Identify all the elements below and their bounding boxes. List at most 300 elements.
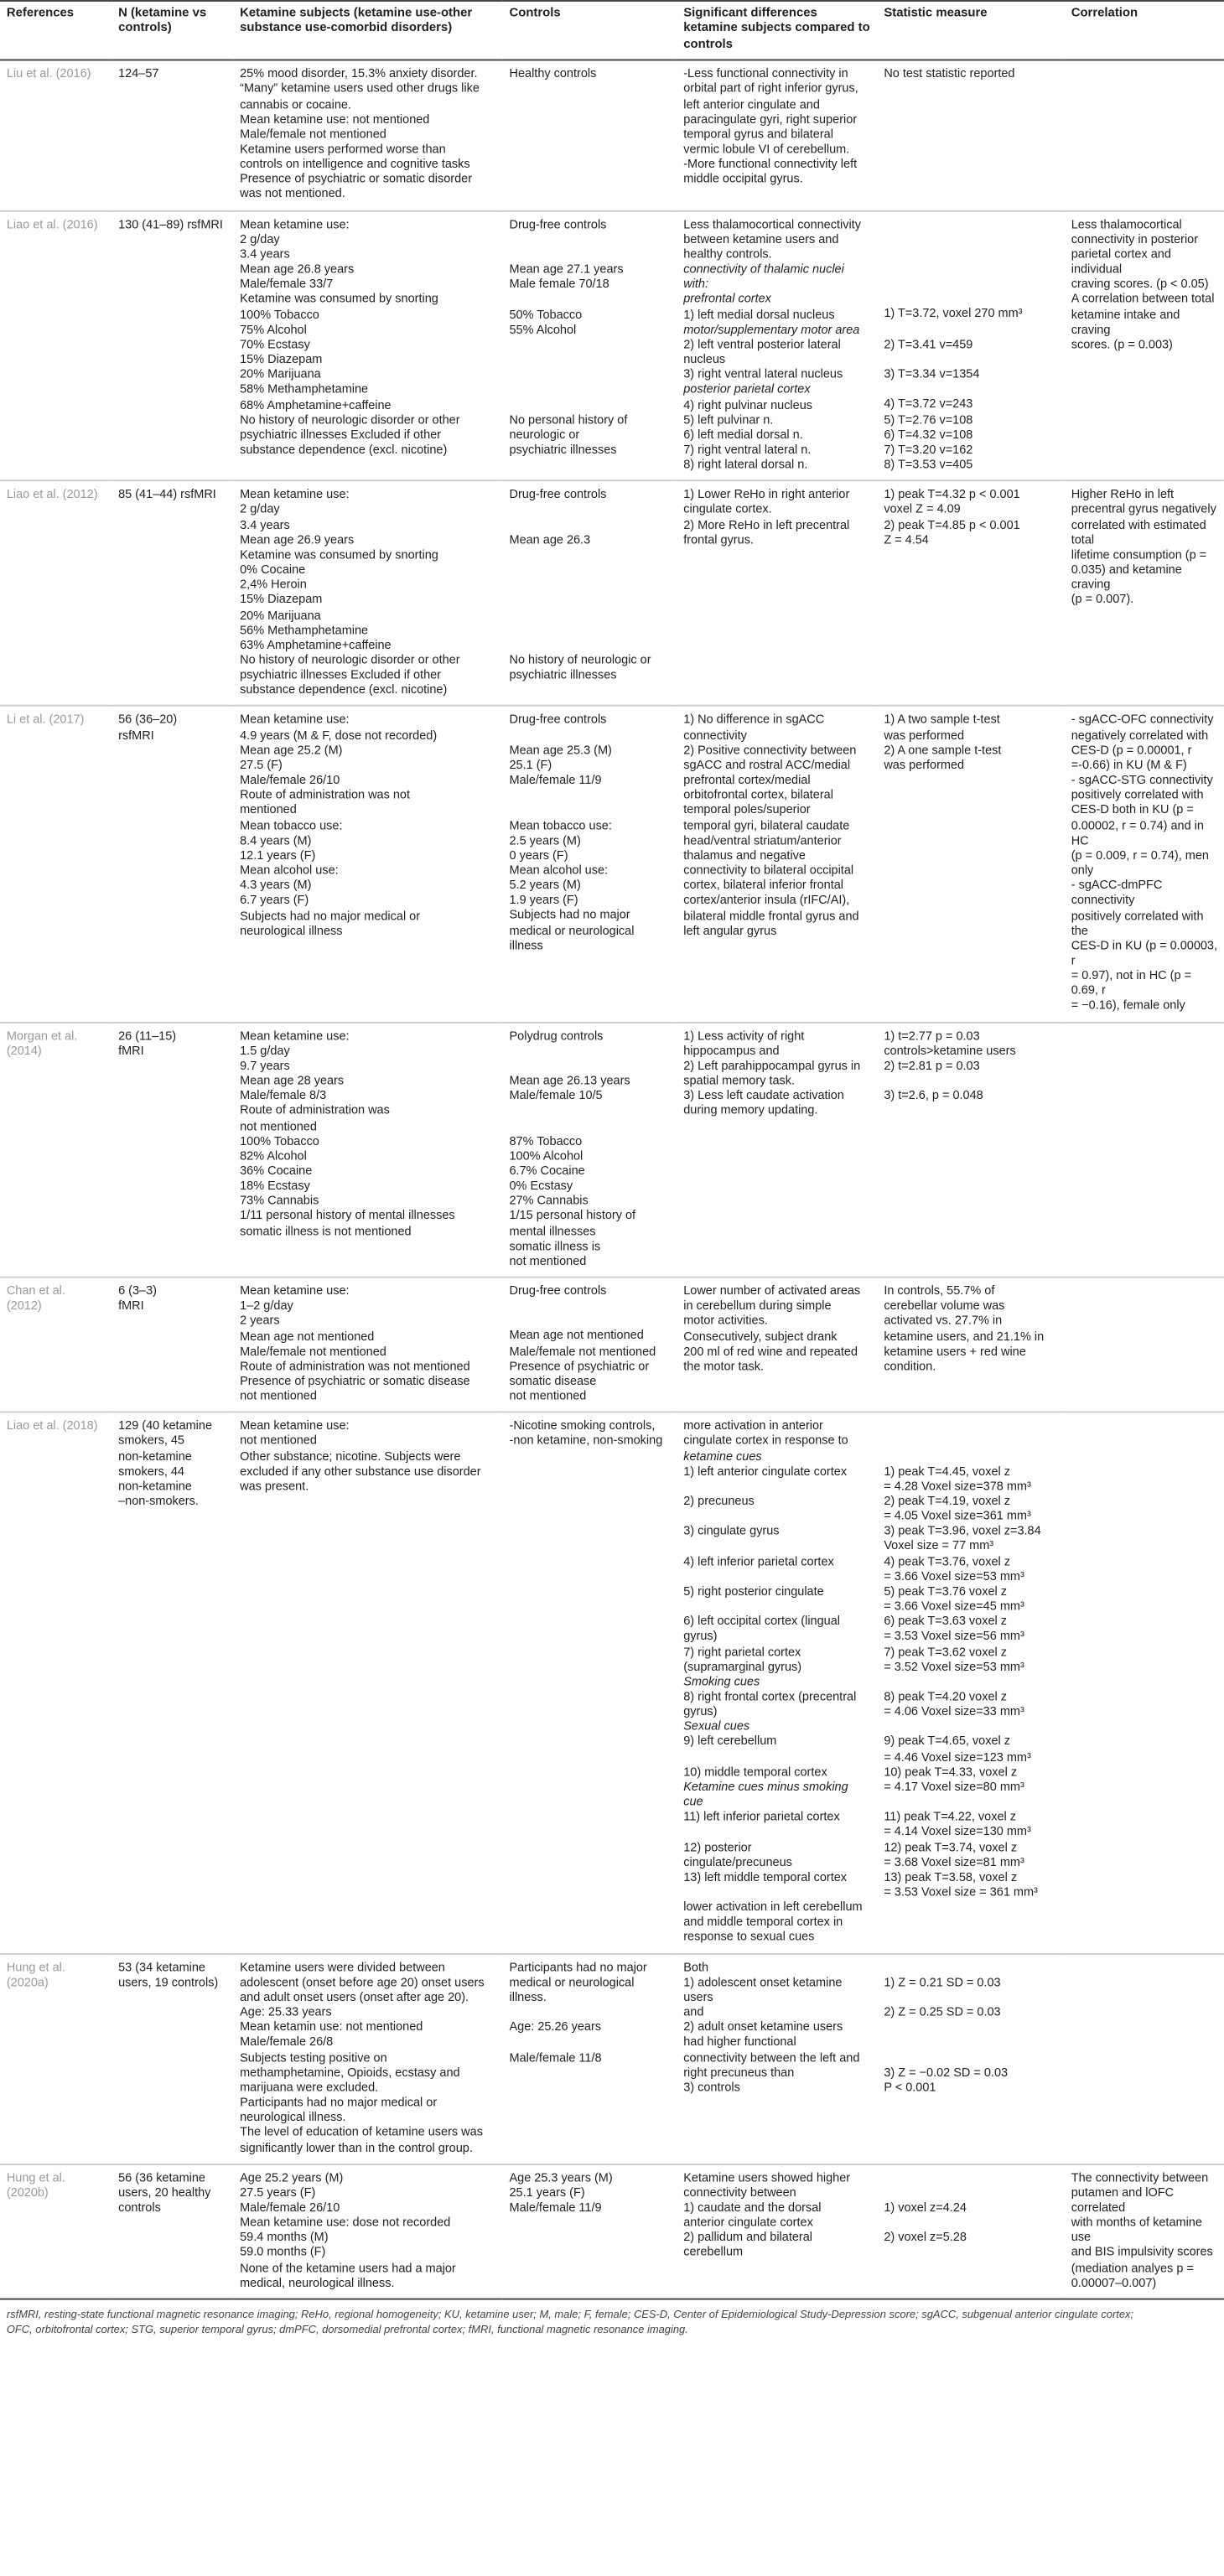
table-body: [0, 60, 1224, 2299]
cell-line: 59.0 months (F): [240, 2244, 326, 2260]
cell-line: 1) peak T=4.32 p < 0.001: [884, 486, 1020, 502]
cell-line: 53 (34 ketamine: [118, 1959, 205, 1974]
cell-line: Male/female 10/5: [509, 1087, 603, 1103]
cell-line: [884, 277, 1058, 292]
cell-line: 6 (3–3): [118, 1283, 157, 1298]
ketamine-subjects-cell: [233, 210, 502, 481]
cell-line: fMRI: [118, 1042, 144, 1058]
cell-line: gyrus): [683, 1628, 718, 1644]
cell-line: connectivity of thalamic nuclei: [683, 261, 844, 277]
cell-line: [510, 787, 671, 802]
table-row: [0, 1022, 1224, 1278]
cell-line: 8) right lateral dorsal n.: [683, 457, 808, 472]
cell-line: - sgACC-OFC connectivity: [1071, 712, 1214, 728]
reference-cell: [0, 2164, 112, 2299]
cell-line: 2.5 years (M): [509, 832, 581, 847]
col-header-significant-differences: Significant differences ketamine subjects compared to controls: [677, 1, 877, 60]
cell-line: 56 (36–20): [118, 712, 178, 728]
cell-line: 4) T=3.72 v=243: [884, 396, 973, 412]
cell-line: Hung et al.: [6, 2169, 65, 2185]
statistic-measure-cell: [877, 1953, 1064, 2164]
cell-line: 70% Ecstasy: [240, 336, 310, 352]
cell-line: 15% Diazepam: [240, 351, 323, 367]
cell-line: Male/female not mentioned: [240, 126, 386, 142]
cell-line: Consecutively, subject drank: [683, 1328, 838, 1344]
cell-line: head/ventral striatum/anterior: [683, 832, 842, 847]
correlation-cell: [1065, 60, 1224, 210]
cell-line: Liao et al. (2012): [6, 486, 98, 502]
cell-line: Mean ketamin use: not mentioned: [240, 2019, 423, 2034]
cell-line: not mentioned: [509, 1388, 587, 1403]
cell-line: not mentioned: [240, 1117, 317, 1133]
cell-line: = 3.66 Voxel size=53 mm³: [884, 1568, 1024, 1583]
cell-line: substance dependence (excl. nicotine): [240, 442, 448, 457]
cell-line: [510, 366, 671, 381]
cell-line: 82% Alcohol: [240, 1148, 307, 1164]
cell-line: bilateral middle frontal gyrus and: [683, 907, 859, 923]
cell-line: Mean alcohol use:: [240, 862, 339, 878]
cell-line: 25.1 years (F): [509, 2185, 585, 2200]
correlation-cell: [1065, 481, 1224, 707]
ketamine-subjects-cell: [233, 1022, 502, 1278]
cell-line: was performed: [884, 757, 965, 772]
cell-line: healthy controls.: [683, 246, 772, 262]
cell-line: = 4.17 Voxel size=80 mm³: [884, 1779, 1024, 1794]
reference-cell: [0, 1412, 112, 1953]
cell-line: nucleus: [683, 351, 726, 367]
cell-line: 27% Cannabis: [509, 1193, 589, 1208]
cell-line: somatic illness is: [509, 1238, 601, 1253]
cell-line: psychiatric illnesses Excluded if other: [240, 427, 442, 442]
cell-line: Less thalamocortical connectivity: [683, 215, 861, 231]
cell-line: (2014): [6, 1042, 42, 1058]
cell-line: 100% Tobacco: [240, 306, 319, 322]
cell-line: prefrontal cortex/medial: [683, 772, 811, 787]
cell-line: medical or neurological illness.: [509, 1974, 635, 2004]
cell-line: controls>ketamine users: [884, 1042, 1016, 1058]
header-row: [0, 1, 1224, 60]
cell-line: Drug-free controls: [509, 215, 607, 231]
cell-line: excluded if any other substance use disorder: [240, 1463, 481, 1479]
cell-line: [510, 1103, 671, 1118]
cell-line: [510, 2004, 671, 2019]
cell-line: 18% Ecstasy: [240, 1178, 310, 1194]
reference-cell: [0, 1022, 112, 1278]
cell-line: 3.4 years: [240, 516, 290, 532]
cell-line: cerebellar volume was: [884, 1298, 1005, 1314]
cell-line: In controls, 55.7% of: [884, 1283, 995, 1298]
cell-line: connectivity between the left and: [683, 2049, 860, 2065]
cell-line: = 4.05 Voxel size=361 mm³: [884, 1508, 1031, 1523]
cell-line: 6) left occipital cortex (lingual: [683, 1613, 841, 1629]
correlation-cell: [1065, 1022, 1224, 1278]
cell-line: anterior cingulate cortex: [683, 2214, 813, 2230]
cell-line: 56% Methamphetamine: [240, 622, 369, 637]
cell-line: connectivity: [683, 727, 747, 743]
col-header-n: N (ketamine vs controls): [112, 1, 233, 60]
cell-line: 1) voxel z=4.24: [884, 2199, 967, 2215]
cell-line: left angular gyrus: [683, 922, 777, 938]
cell-line: [884, 1794, 1058, 1809]
significant-differences-cell: [677, 481, 877, 707]
cell-line: [884, 1959, 1058, 1974]
col-header-statistic-measure: Statistic measure: [877, 1, 1064, 60]
table-row: [0, 707, 1224, 1023]
cell-line: Mean age 28 years: [240, 1072, 345, 1088]
cell-line: smokers, 44: [118, 1463, 185, 1479]
cell-line: non-ketamine: [118, 1448, 192, 1464]
cell-line: Male/female 11/9: [509, 772, 602, 787]
cell-line: [510, 622, 671, 637]
cell-line: Age: 25.33 years: [240, 2004, 332, 2019]
cell-line: Ketamine cues minus smoking: [683, 1779, 848, 1794]
cell-line: 13) peak T=3.58, voxel z: [884, 1869, 1018, 1884]
cell-line: 3) cingulate gyrus: [683, 1523, 780, 1538]
cell-line: methamphetamine, Opioids, ecstasy and: [240, 2064, 460, 2080]
cell-line: cortex/anterior insula (rIFC/AI),: [683, 892, 850, 908]
cell-line: = 0.97), not in HC (p = 0.69, r: [1071, 967, 1192, 998]
statistic-measure-cell: [877, 60, 1064, 210]
controls-cell: [503, 1022, 677, 1278]
cell-line: Mean age 26.8 years: [240, 261, 355, 277]
cell-line: 6) peak T=3.63 voxel z: [884, 1613, 1007, 1629]
ketamine-subjects-cell: [233, 1953, 502, 2164]
cell-line: posterior parietal cortex: [683, 381, 811, 397]
cell-line: 13) left middle temporal cortex: [683, 1869, 848, 1884]
cell-line: 8.4 years (M): [240, 832, 312, 847]
cell-line: only: [1071, 862, 1094, 878]
cell-line: 25.1 (F): [509, 757, 552, 772]
cell-line: 1.9 years (F): [509, 892, 578, 908]
cell-line: [683, 1884, 870, 1900]
cell-line: [683, 1568, 870, 1583]
cell-line: 2) voxel z=5.28: [884, 2229, 967, 2245]
cell-line: [884, 1433, 1058, 1449]
statistic-measure-cell: [877, 481, 1064, 707]
cell-line: [510, 1058, 671, 1073]
cell-line: thalamus and negative: [683, 847, 806, 863]
cell-line: [884, 231, 1058, 246]
cell-line: [510, 562, 671, 577]
cell-line: 10) middle temporal cortex: [683, 1764, 827, 1779]
cell-line: -More functional connectivity left: [683, 156, 858, 172]
cell-line: Male/female not mentioned: [509, 1343, 656, 1358]
sample-size-cell: [112, 210, 233, 481]
cell-line: more activation in anterior: [683, 1418, 823, 1433]
table-row: [0, 60, 1224, 210]
cell-line: Mean ketamine use: not mentioned: [240, 111, 430, 127]
ketamine-subjects-cell: [233, 1278, 502, 1412]
cell-line: 4) left inferior parietal cortex: [683, 1553, 834, 1568]
cell-line: Smoking cues: [683, 1673, 760, 1689]
cell-line: Mean ketamine use:: [240, 215, 350, 231]
cell-line: [884, 1989, 1058, 2004]
col-header-ketamine-subjects: Ketamine subjects (ketamine use-other substance use-comorbid disorders): [233, 1, 502, 60]
cell-line: 8) T=3.53 v=405: [884, 456, 973, 472]
ketamine-subjects-cell: [233, 707, 502, 1023]
cell-line: temporal poles/superior: [683, 802, 811, 817]
cell-line: (2020a): [6, 1974, 49, 1989]
cell-line: Sexual cues: [683, 1718, 750, 1734]
statistic-measure-cell: [877, 1278, 1064, 1412]
cell-line: = 4.06 Voxel size=33 mm³: [884, 1703, 1024, 1719]
sample-size-cell: [112, 2164, 233, 2299]
cell-line: 2) Z = 0.25 SD = 0.03: [884, 2003, 1001, 2019]
controls-cell: [503, 707, 677, 1023]
col-header-references: References: [0, 1, 112, 60]
cell-line: activated vs. 27.7% in: [884, 1313, 1003, 1329]
cell-line: 5) left pulvinar n.: [683, 412, 774, 427]
controls-cell: [503, 481, 677, 707]
cell-line: lifetime consumption (p =: [1071, 547, 1207, 562]
cell-line: ketamine users, and 21.1% in: [884, 1328, 1045, 1344]
cell-line: 11) peak T=4.22, voxel z: [884, 1809, 1017, 1824]
cell-line: [884, 2050, 1058, 2065]
cell-line: Healthy controls: [509, 65, 597, 81]
table-row: [0, 481, 1224, 707]
cell-line: –non-smokers.: [118, 1493, 199, 1509]
cell-line: [884, 1418, 1058, 1433]
cell-line: Less thalamocortical: [1071, 215, 1182, 231]
cell-line: neurological illness: [240, 922, 343, 938]
cell-line: Other substance; nicotine. Subjects were: [240, 1448, 461, 1464]
cell-line: Presence of psychiatric or somatic disease: [240, 1373, 470, 1388]
cell-line: = 3.68 Voxel size=81 mm³: [884, 1853, 1024, 1869]
cell-line: 8) right frontal cortex (precentral: [683, 1688, 857, 1704]
cell-line: not mentioned: [240, 1433, 317, 1449]
cell-line: = 3.53 Voxel size=56 mm³: [884, 1628, 1024, 1644]
cell-line: Participants had no major medical or: [240, 2094, 438, 2110]
cell-line: Subjects had no major: [509, 907, 630, 923]
cell-line: 2) peak T=4.19, voxel z: [884, 1493, 1011, 1509]
cell-line: [884, 381, 1058, 397]
cell-line: Liao et al. (2016): [6, 215, 98, 231]
significant-differences-cell: [677, 707, 877, 1023]
cell-line: No test statistic reported: [884, 65, 1015, 81]
cell-line: [884, 351, 1058, 366]
sample-size-cell: [112, 60, 233, 210]
cell-line: motor activities.: [683, 1313, 768, 1329]
cell-line: 1) left medial dorsal nucleus: [683, 306, 835, 322]
cell-line: (mediation analyes p =: [1071, 2259, 1194, 2275]
cell-line: users, 20 healthy: [118, 2185, 211, 2200]
cell-line: - sgACC-dmPFC connectivity: [1071, 877, 1163, 908]
cell-line: spatial memory task.: [683, 1072, 796, 1088]
cell-line: 59.4 months (M): [240, 2229, 329, 2245]
statistic-measure-cell: [877, 210, 1064, 481]
cell-line: 129 (40 ketamine: [118, 1418, 213, 1433]
cell-line: 1.5 g/day: [240, 1042, 290, 1058]
cell-line: cortex, bilateral inferior frontal: [683, 877, 844, 893]
cell-line: 0% Ecstasy: [509, 1178, 573, 1193]
cell-line: 5) right posterior cingulate: [683, 1583, 824, 1599]
cell-line: 5) T=2.76 v=108: [884, 411, 973, 427]
cell-line: [884, 1674, 1058, 1689]
cell-line: Mean age 25.3 (M): [509, 742, 612, 757]
ketamine-subjects-cell: [233, 481, 502, 707]
cell-line: Participants had no major: [509, 1959, 647, 1974]
cell-line: positively correlated with the: [1071, 907, 1204, 938]
cell-line: 2 g/day: [240, 231, 280, 246]
cell-line: Mean age not mentioned: [509, 1328, 644, 1343]
cell-line: Drug-free controls: [509, 712, 607, 728]
cell-line: Mean age 25.2 (M): [240, 742, 343, 757]
cell-line: 26 (11–15): [118, 1027, 177, 1043]
cell-line: prefrontal cortex: [683, 291, 771, 307]
cell-line: Mean age not mentioned: [240, 1328, 375, 1344]
cell-line: 2) pallidum and bilateral: [683, 2229, 813, 2245]
sample-size-cell: [112, 707, 233, 1023]
cell-line: and BIS impulsivity scores: [1071, 2244, 1213, 2260]
cell-line: during memory updating.: [683, 1102, 818, 1118]
cell-line: had higher functional: [683, 2034, 796, 2050]
cell-line: with months of ketamine use: [1071, 2214, 1202, 2245]
cell-line: [884, 1449, 1058, 1464]
reference-cell: [0, 481, 112, 707]
cell-line: -Less functional connectivity in: [683, 65, 848, 81]
cell-line: 3) Z = −0.02 SD = 0.03: [884, 2064, 1009, 2080]
cell-line: 2) Positive connectivity between: [683, 742, 857, 757]
cell-line: = 4.46 Voxel size=123 mm³: [884, 1749, 1031, 1765]
cell-line: sgACC and rostral ACC/medial: [683, 757, 851, 772]
cell-line: CES-D (p = 0.00001, r: [1071, 742, 1192, 757]
cell-line: Voxel size = 77 mm³: [884, 1538, 994, 1553]
sample-size-cell: [112, 1278, 233, 1412]
cell-line: temporal gyri, bilateral caudate: [683, 817, 850, 832]
sample-size-cell: [112, 1953, 233, 2164]
cell-line: controls on intelligence and cognitive tasks: [240, 156, 470, 172]
cell-line: Subjects testing positive on: [240, 2049, 387, 2065]
cell-line: Male female 70/18: [509, 276, 609, 292]
cell-line: negatively correlated with: [1071, 727, 1209, 743]
cell-line: 2 years: [240, 1313, 280, 1329]
cell-line: Presence of psychiatric or: [509, 1358, 650, 1373]
cell-line: 100% Tobacco: [240, 1133, 319, 1148]
cell-line: [884, 2215, 1058, 2230]
cell-line: [510, 2034, 671, 2050]
controls-cell: [503, 1278, 677, 1412]
cell-line: connectivity between: [683, 2185, 796, 2200]
cell-line: 2) t=2.81 p = 0.03: [884, 1057, 980, 1073]
cell-line: right precuneus than: [683, 2064, 795, 2080]
cell-line: [510, 727, 671, 742]
cell-line: 87% Tobacco: [509, 1133, 583, 1148]
cell-line: 3) Less left caudate activation: [683, 1087, 844, 1103]
cell-line: [510, 397, 671, 412]
cell-line: [510, 516, 671, 531]
cell-line: [510, 246, 671, 262]
reference-cell: [0, 1953, 112, 2164]
cell-line: Liu et al. (2016): [6, 65, 91, 81]
cell-line: 1) peak T=4.45, voxel z: [884, 1463, 1011, 1479]
cell-line: Liao et al. (2018): [6, 1418, 98, 1433]
sample-size-cell: [112, 1412, 233, 1953]
significant-differences-cell: [677, 1022, 877, 1278]
cell-line: Route of administration was not: [240, 787, 411, 802]
cell-line: 124–57: [118, 65, 159, 81]
cell-line: Mean ketamine use:: [240, 1283, 350, 1298]
cell-line: [510, 1313, 671, 1328]
cell-line: Male/female 33/7: [240, 276, 334, 292]
footnote-line: rsfMRI, resting-state functional magnetic resonance imaging; ReHo, regional homogeneity; KU, ketamine user; M, male; F, female; CES-D, Center of Epidemiological Study-Depression score; sgACC, subgenual anterior cingulate cortex;: [6, 2309, 1134, 2321]
cell-line: 6.7 years (F): [240, 892, 309, 908]
cell-line: parietal cortex and individual: [1071, 246, 1171, 277]
cell-line: = 3.52 Voxel size=53 mm³: [884, 1658, 1024, 1674]
cell-line: paracingulate gyri, right superior: [683, 111, 858, 127]
cell-line: -non ketamine, non-smoking: [509, 1433, 663, 1449]
table-row: [0, 1278, 1224, 1412]
cell-line: 2) T=3.41 v=459: [884, 336, 973, 351]
cell-line: 2) left ventral posterior lateral: [683, 336, 841, 352]
cell-line: 58% Methamphetamine: [240, 381, 369, 397]
cell-line: 2) Left parahippocampal gyrus in: [683, 1057, 861, 1073]
cell-line: No history of neurologic disorder or other: [240, 412, 460, 427]
cell-line: [884, 1073, 1058, 1088]
cell-line: [884, 2019, 1058, 2034]
cell-line: significantly lower than in the control group.: [240, 2139, 473, 2155]
cell-line: 55% Alcohol: [509, 321, 577, 337]
cell-line: 1) A two sample t-test: [884, 712, 1000, 728]
cell-line: 12) posterior: [683, 1838, 752, 1854]
cell-line: Male/female 11/8: [509, 2049, 602, 2065]
cell-line: 7) right parietal cortex: [683, 1643, 801, 1659]
significant-differences-cell: [677, 1412, 877, 1953]
ketamine-subjects-cell: [233, 2164, 502, 2299]
cell-line: 68% Amphetamine+caffeine: [240, 397, 392, 412]
cell-line: 73% Cannabis: [240, 1193, 319, 1208]
cell-line: [510, 637, 671, 652]
cell-line: cannabis or cocaine.: [240, 96, 351, 111]
cell-line: 4.9 years (M & F, dose not recorded): [240, 727, 438, 743]
cell-line: [884, 321, 1058, 336]
cell-line: Male/female 26/10: [240, 2199, 340, 2215]
cell-line: 1) T=3.72, voxel 270 mm³: [884, 306, 1023, 322]
cell-line: Mean age 26.13 years: [509, 1072, 630, 1088]
cell-line: 0.00002, r = 0.74) and in HC: [1071, 817, 1204, 847]
cell-line: [884, 216, 1058, 231]
cell-line: motor/supplementary motor area: [683, 321, 860, 337]
cell-line: 1/15 personal history of: [509, 1208, 636, 1223]
cell-line: [510, 231, 671, 246]
controls-cell: [503, 60, 677, 210]
cell-line: 0 years (F): [509, 847, 568, 863]
cell-line: in cerebellum during simple: [683, 1298, 832, 1314]
cell-line: Ketamine users were divided between: [240, 1959, 445, 1974]
cell-line: [510, 1118, 671, 1133]
cell-line: 3) T=3.34 v=1354: [884, 366, 980, 381]
significant-differences-cell: [677, 210, 877, 481]
statistic-measure-cell: [877, 1412, 1064, 1953]
cell-line: between ketamine users and: [683, 231, 839, 246]
cell-line: cerebellum: [683, 2244, 744, 2260]
cell-line: 56 (36 ketamine: [118, 2169, 205, 2185]
cell-line: 1) left anterior cingulate cortex: [683, 1463, 848, 1479]
cell-line: CES-D both in KU (p =: [1071, 802, 1194, 817]
cell-line: middle occipital gyrus.: [683, 171, 803, 187]
cell-line: (2012): [6, 1298, 42, 1314]
cell-line: 0% Cocaine: [240, 562, 306, 577]
cell-line: Mean age 26.9 years: [240, 531, 355, 547]
cell-line: smokers, 45: [118, 1433, 185, 1449]
statistic-measure-cell: [877, 707, 1064, 1023]
cell-line: [683, 1749, 870, 1764]
cell-line: 0.035) and ketamine craving: [1071, 562, 1182, 592]
cell-line: 0.00007–0.007): [1071, 2274, 1157, 2290]
cell-line: [884, 292, 1058, 307]
cell-line: Mean age 27.1 years: [509, 261, 624, 277]
cell-line: -Nicotine smoking controls,: [509, 1418, 656, 1433]
cell-line: Male/female 11/9: [509, 2199, 602, 2215]
